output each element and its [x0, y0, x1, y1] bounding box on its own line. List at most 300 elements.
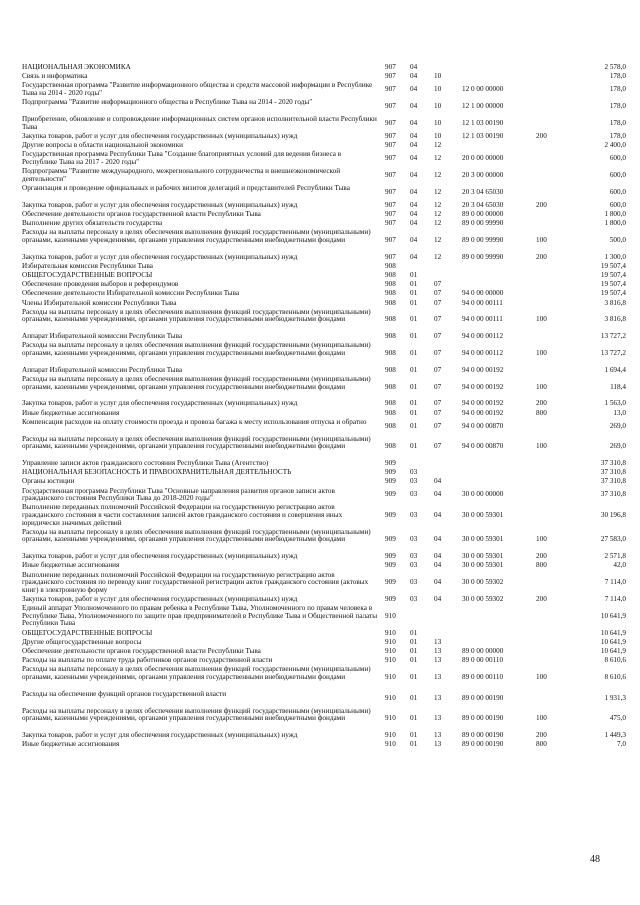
table-row: [0, 151, 640, 166]
cell-razd: 04: [410, 131, 418, 140]
cell-sum: 13 727,2: [600, 332, 626, 341]
cell-podr: 07: [434, 365, 442, 374]
cell-csr: 89 0 00 00000: [462, 647, 504, 655]
cell-name: Избирательная комиссия Республики Тыва: [22, 261, 153, 270]
cell-vr: 200: [536, 131, 547, 140]
cell-podr: 13: [434, 672, 442, 681]
cell-sum: 19 507,4: [600, 261, 626, 270]
cell-razd: 04: [410, 170, 418, 179]
cell-vedom: 910: [385, 731, 396, 739]
cell-razd: 03: [410, 477, 418, 486]
cell-sum: 1 563,0: [604, 399, 626, 408]
cell-razd: 01: [410, 656, 418, 665]
cell-sum: 2 578,0: [604, 63, 626, 71]
cell-podr: 12: [434, 170, 442, 179]
cell-name: Выполнение переданных полномочий Российской Федерации на государственную регистрацию актов гражданского состояния по переводу книг государственной регистрации актов гражданского состояния (актовых книг) в электронную форму: [22, 570, 369, 594]
cell-vr: 800: [536, 740, 547, 749]
cell-vr: 200: [536, 731, 547, 739]
table-row: [0, 300, 640, 308]
cell-csr: 94 0 00 00111: [462, 315, 503, 324]
cell-vedom: 907: [385, 85, 396, 94]
table-row: [0, 553, 640, 561]
cell-sum: 42,0: [613, 561, 626, 570]
cell-sum: 118,4: [610, 382, 626, 391]
cell-sum: 1 800,0: [604, 219, 626, 227]
cell-vr: 100: [536, 672, 547, 681]
cell-csr: 12 1 03 00190: [462, 118, 504, 127]
cell-name: Подпрограмма "Развитие информационного общества в Республике Тыва на 2014 - 2020 годы": [22, 98, 313, 107]
table-row: [0, 469, 640, 477]
cell-vedom: 907: [385, 209, 396, 218]
cell-sum: 178,0: [609, 118, 626, 127]
table-row: [0, 333, 640, 341]
cell-vedom: 907: [385, 235, 396, 244]
cell-sum: 600,0: [609, 153, 626, 162]
cell-sum: 19 507,4: [600, 271, 626, 279]
cell-name: Закупка товаров, работ и услуг для обеспечения государственных (муниципальных) нужд: [22, 200, 298, 209]
cell-sum: 178,0: [609, 72, 626, 81]
cell-razd: 01: [410, 332, 418, 341]
cell-sum: 178,0: [609, 85, 626, 94]
cell-csr: 94 0 00 00870: [462, 442, 504, 451]
cell-name: Обеспечение деятельности Избирательной комиссии Республики Тыва: [22, 289, 240, 298]
cell-podr: 12: [434, 141, 442, 149]
cell-sum: 10 641,9: [600, 611, 626, 620]
cell-razd: 03: [410, 490, 418, 499]
cell-name: Закупка товаров, работ и услуг для обеспечения государственных (муниципальных) нужд: [22, 731, 298, 739]
cell-name: Расходы на выплаты персоналу в целях обеспечения выполнения функций государственными (муниципальными) органами, казенными учреждениями, органами управления государственными внебюджетными фондами: [22, 307, 371, 324]
cell-sum: 37 310,8: [600, 477, 626, 486]
cell-razd: 01: [410, 442, 418, 451]
cell-name: Закупка товаров, работ и услуг для обеспечения государственных (муниципальных) нужд: [22, 131, 298, 140]
table-row: [0, 410, 640, 418]
cell-csr: 30 0 00 59301: [462, 535, 504, 544]
cell-razd: 04: [410, 141, 418, 149]
cell-name: Другие общегосударственные вопросы: [22, 637, 142, 646]
cell-csr: 30 0 00 00000: [462, 490, 504, 499]
cell-razd: 04: [410, 153, 418, 162]
cell-razd: 03: [410, 510, 418, 519]
cell-name: Государственная программа Республики Тыва "Создание благоприятных условий для ведения бизнеса в Республике Тыва на 2017 - 2020 годы": [22, 150, 342, 166]
cell-vedom: 909: [385, 510, 396, 519]
cell-vr: 100: [536, 382, 547, 391]
cell-name: Обеспечение деятельности органов государственной власти Республики Тыва: [22, 647, 261, 655]
cell-podr: 07: [434, 382, 442, 391]
cell-razd: 04: [410, 200, 418, 209]
cell-vedom: 908: [385, 315, 396, 324]
cell-vedom: 909: [385, 578, 396, 587]
cell-vedom: 909: [385, 459, 396, 467]
table-row: [0, 99, 640, 114]
cell-vr: 200: [536, 252, 547, 261]
table-row: [0, 596, 640, 604]
cell-vedom: 908: [385, 421, 396, 430]
table-row: [0, 478, 640, 486]
cell-vedom: 907: [385, 200, 396, 209]
table-row: [0, 211, 640, 219]
table-row: [0, 116, 640, 131]
cell-csr: 94 0 00 00192: [462, 399, 504, 408]
cell-vedom: 910: [385, 672, 396, 681]
cell-podr: 07: [434, 348, 442, 357]
table-row: [0, 708, 640, 731]
cell-sum: 3 816,8: [604, 298, 626, 307]
cell-vedom: 908: [385, 298, 396, 307]
cell-name: Иные бюджетные ассигнования: [22, 561, 120, 570]
cell-vedom: 908: [385, 399, 396, 408]
cell-razd: 03: [410, 561, 418, 570]
cell-sum: 10 641,9: [600, 628, 626, 637]
cell-sum: 1 449,3: [604, 731, 626, 739]
table-row: [0, 229, 640, 252]
cell-name: ОБЩЕГОСУДАРСТВЕННЫЕ ВОПРОСЫ: [22, 628, 153, 637]
cell-podr: 04: [434, 510, 442, 519]
cell-podr: 07: [434, 298, 442, 307]
cell-vr: 100: [536, 348, 547, 357]
cell-name: Расходы на выплаты персоналу в целях обеспечения выполнения функций государственными (муниципальными) органами, казенными учреждениями, органами управления государственными внебюджетными фондами: [22, 527, 371, 544]
cell-name: Закупка товаров, работ и услуг для обеспечения государственных (муниципальных) нужд: [22, 252, 298, 261]
cell-podr: 04: [434, 561, 442, 570]
cell-vedom: 908: [385, 261, 396, 270]
cell-podr: 04: [434, 535, 442, 544]
cell-razd: 03: [410, 578, 418, 587]
table-row: [0, 281, 640, 289]
cell-name: Аппарат Избирательной комиссии Республики Тыва: [22, 332, 183, 341]
cell-vedom: 907: [385, 118, 396, 127]
cell-vedom: 908: [385, 289, 396, 298]
cell-name: Государственная программа Республики Тыва "Основные направления развития органов записи актов гражданского состояния Республики Тыва до 2018-2020 годы": [22, 486, 335, 503]
cell-sum: 7 114,0: [604, 578, 626, 587]
cell-podr: 13: [434, 637, 442, 646]
table-row: [0, 73, 640, 81]
cell-name: НАЦИОНАЛЬНАЯ ЭКОНОМИКА: [22, 63, 131, 71]
cell-vedom: 907: [385, 72, 396, 81]
cell-podr: 12: [434, 209, 442, 218]
cell-vr: 800: [536, 561, 547, 570]
cell-csr: 94 0 00 00111: [462, 298, 503, 307]
cell-name: Управление записи актов гражданского состояния Республики Тыва (Агентство): [22, 459, 269, 467]
cell-sum: 7,0: [617, 740, 626, 749]
cell-name: Обеспечение деятельности органов государственной власти Республики Тыва: [22, 209, 261, 218]
cell-razd: 04: [410, 63, 418, 71]
cell-csr: 89 0 00 00000: [462, 209, 504, 218]
cell-razd: 01: [410, 365, 418, 374]
cell-vedom: 910: [385, 714, 396, 723]
table-row: [0, 460, 640, 468]
cell-name: Расходы на выплаты персоналу в целях обеспечения выполнения функций государственными (муниципальными) органами, казенными учреждениями, органами управления государственными внебюджетными фондами: [22, 341, 371, 357]
cell-csr: 94 0 00 00000: [462, 289, 504, 298]
cell-vedom: 910: [385, 656, 396, 665]
cell-csr: 94 0 00 00112: [462, 332, 504, 341]
cell-name: Закупка товаров, работ и услуг для обеспечения государственных (муниципальных) нужд: [22, 399, 298, 408]
cell-csr: 94 0 00 00192: [462, 408, 504, 417]
table-row: [0, 342, 640, 365]
cell-name: Выполнение переданных полномочий Российской Федерации на государственную регистрацию актов гражданского состояния в части составления записей актов гражданского состояния и совершения иных юридически значимых действий: [22, 503, 343, 527]
cell-csr: 94 0 00 00192: [462, 382, 504, 391]
cell-vedom: 907: [385, 187, 396, 196]
cell-podr: 10: [434, 101, 442, 110]
table-row: [0, 202, 640, 210]
cell-podr: 07: [434, 421, 442, 430]
cell-razd: 01: [410, 408, 418, 417]
cell-podr: 13: [434, 731, 442, 739]
cell-sum: 1 694,4: [604, 365, 626, 374]
cell-name: Другие вопросы в области национальной экономики: [22, 141, 183, 149]
cell-podr: 12: [434, 252, 442, 261]
cell-sum: 500,0: [609, 235, 626, 244]
table-row: [0, 142, 640, 150]
cell-razd: 01: [410, 731, 418, 739]
cell-name: Единый аппарат Уполномоченного по правам ребенка в Республике Тыва, Уполномоченного по правам человека в Республике Тыва, Уполномоченного по защите прав предпринимателей в Республике Тыва и Общественной палаты Республики Тыва: [22, 604, 378, 628]
cell-razd: 01: [410, 421, 418, 430]
cell-vedom: 908: [385, 271, 396, 279]
cell-vedom: 907: [385, 131, 396, 140]
table-row: [0, 504, 640, 527]
cell-podr: 04: [434, 477, 442, 486]
table-row: [0, 732, 640, 740]
cell-csr: 12 1 00 00000: [462, 101, 504, 110]
cell-csr: 20 3 04 65030: [462, 200, 504, 209]
table-row: [0, 82, 640, 97]
cell-podr: 10: [434, 72, 442, 81]
table-row: [0, 436, 640, 459]
cell-vedom: 907: [385, 252, 396, 261]
cell-vedom: 910: [385, 647, 396, 655]
cell-razd: 04: [410, 219, 418, 227]
table-row: [0, 691, 640, 706]
cell-podr: 07: [434, 442, 442, 451]
cell-podr: 04: [434, 552, 442, 561]
cell-name: Аппарат Избирательной комиссии Республики Тыва: [22, 365, 183, 374]
cell-name: Иные бюджетные ассигнования: [22, 408, 120, 417]
cell-csr: 12 0 00 00000: [462, 85, 504, 94]
cell-sum: 2 400,0: [604, 141, 626, 149]
cell-razd: 04: [410, 252, 418, 261]
cell-sum: 1 931,3: [604, 693, 626, 702]
cell-csr: 89 0 00 99990: [462, 235, 504, 244]
cell-razd: 04: [410, 72, 418, 81]
cell-vedom: 907: [385, 141, 396, 149]
cell-sum: 37 310,8: [600, 490, 626, 499]
cell-csr: 89 0 00 00110: [462, 672, 504, 681]
cell-razd: 01: [410, 289, 418, 298]
cell-vedom: 908: [385, 365, 396, 374]
cell-vedom: 908: [385, 280, 396, 289]
cell-vedom: 907: [385, 219, 396, 227]
cell-podr: 04: [434, 490, 442, 499]
cell-vedom: 907: [385, 153, 396, 162]
cell-vr: 100: [536, 442, 547, 451]
table-row: [0, 529, 640, 552]
cell-sum: 37 310,8: [600, 468, 626, 477]
cell-podr: 12: [434, 187, 442, 196]
cell-sum: 475,0: [609, 714, 626, 723]
cell-podr: 07: [434, 315, 442, 324]
cell-vr: 200: [536, 552, 547, 561]
cell-name: Закупка товаров, работ и услуг для обеспечения государственных (муниципальных) нужд: [22, 552, 298, 561]
cell-vedom: 910: [385, 628, 396, 637]
cell-csr: 89 0 00 00190: [462, 714, 504, 723]
cell-podr: 10: [434, 118, 442, 127]
cell-podr: 12: [434, 200, 442, 209]
cell-name: Органы юстиции: [22, 477, 75, 486]
cell-vr: 100: [536, 535, 547, 544]
cell-sum: 269,0: [609, 421, 626, 430]
cell-podr: 07: [434, 280, 442, 289]
cell-csr: 20 0 00 00000: [462, 153, 504, 162]
table-row: [0, 272, 640, 280]
cell-sum: 2 571,8: [604, 552, 626, 561]
cell-vedom: 908: [385, 408, 396, 417]
cell-name: Расходы на выплаты персоналу в целях обеспечения выполнения функций государственными (муниципальными) органами, казенными учреждениями, органами управления государственными внебюджетными фондами: [22, 665, 371, 681]
cell-csr: 30 0 00 59302: [462, 578, 504, 587]
cell-vedom: 907: [385, 101, 396, 110]
cell-razd: 04: [410, 235, 418, 244]
cell-razd: 01: [410, 315, 418, 324]
table-row: [0, 639, 640, 647]
cell-name: Компенсация расходов на оплату стоимости проезда и провоза багажа к месту использования отпуска и обратно: [22, 417, 367, 426]
cell-razd: 01: [410, 647, 418, 655]
table-row: [0, 168, 640, 183]
cell-sum: 600,0: [609, 187, 626, 196]
cell-razd: 01: [410, 628, 418, 637]
cell-razd: 01: [410, 399, 418, 408]
cell-name: Государственная программа "Развитие информационного общества и средств массовой информации в Республике Тыва на 2014 - 2020 годы": [22, 81, 373, 97]
cell-name: Связь и информатика: [22, 72, 88, 81]
cell-podr: 12: [434, 235, 442, 244]
cell-csr: 89 0 00 99990: [462, 219, 504, 227]
table-row: [0, 741, 640, 749]
cell-podr: 13: [434, 656, 442, 665]
cell-sum: 27 583,0: [600, 535, 626, 544]
cell-sum: 1 800,0: [604, 209, 626, 218]
table-row: [0, 185, 640, 200]
cell-vedom: 907: [385, 63, 396, 71]
cell-sum: 8 610,6: [604, 656, 626, 665]
cell-csr: 94 0 00 00870: [462, 421, 504, 430]
cell-razd: 01: [410, 382, 418, 391]
cell-sum: 37 310,8: [600, 459, 626, 467]
cell-vedom: 909: [385, 477, 396, 486]
cell-podr: 13: [434, 714, 442, 723]
cell-csr: 89 0 00 00190: [462, 693, 504, 702]
cell-sum: 8 610,6: [604, 672, 626, 681]
cell-name: Приобретение, обновление и сопровождение информационных систем органов исполнительной власти Республики Тыва: [22, 115, 377, 131]
cell-vr: 200: [536, 399, 547, 408]
cell-razd: 01: [410, 740, 418, 749]
table-row: [0, 648, 640, 656]
cell-vedom: 907: [385, 170, 396, 179]
cell-name: Организация и проведение официальных и рабочих визитов делегаций и представителей Республики Тыва: [22, 183, 350, 192]
cell-podr: 04: [434, 578, 442, 587]
table-row: [0, 376, 640, 399]
cell-sum: 178,0: [609, 101, 626, 110]
cell-sum: 30 196,8: [600, 510, 626, 519]
cell-vr: 100: [536, 315, 547, 324]
cell-name: Расходы на выплаты персоналу в целях обеспечения выполнения функций государственными (муниципальными) органами, казенными учреждениями, органами управления государственными внебюджетными фондами: [22, 434, 371, 451]
table-row: [0, 220, 640, 228]
cell-podr: 10: [434, 85, 442, 94]
cell-podr: 13: [434, 740, 442, 749]
cell-razd: 03: [410, 595, 418, 603]
cell-name: Иные бюджетные ассигнования: [22, 740, 120, 749]
cell-sum: 10 641,9: [600, 637, 626, 646]
cell-name: ОБЩЕГОСУДАРСТВЕННЫЕ ВОПРОСЫ: [22, 271, 153, 279]
cell-vr: 800: [536, 408, 547, 417]
cell-csr: 30 0 00 59301: [462, 561, 504, 570]
cell-vedom: 908: [385, 348, 396, 357]
cell-podr: 12: [434, 219, 442, 227]
table-row: [0, 419, 640, 434]
table-row: [0, 400, 640, 408]
table-row: [0, 133, 640, 141]
table-row: [0, 657, 640, 665]
cell-vedom: 909: [385, 490, 396, 499]
cell-razd: 01: [410, 672, 418, 681]
table-row: [0, 64, 640, 72]
cell-podr: 12: [434, 153, 442, 162]
cell-csr: 20 3 00 00000: [462, 170, 504, 179]
table-row: [0, 290, 640, 298]
cell-podr: 07: [434, 408, 442, 417]
cell-razd: 01: [410, 280, 418, 289]
cell-sum: 3 816,8: [604, 315, 626, 324]
cell-razd: 04: [410, 209, 418, 218]
cell-vedom: 909: [385, 552, 396, 561]
cell-name: Выполнение других обязательств государства: [22, 219, 163, 227]
cell-csr: 30 0 00 59302: [462, 595, 504, 603]
cell-name: Расходы на выплаты по оплате труда работников органов государственной власти: [22, 656, 273, 665]
cell-vedom: 908: [385, 442, 396, 451]
cell-sum: 1 300,0: [604, 252, 626, 261]
cell-vedom: 910: [385, 740, 396, 749]
cell-vedom: 909: [385, 535, 396, 544]
cell-vr: 100: [536, 235, 547, 244]
cell-vr: 200: [536, 200, 547, 209]
cell-name: Подпрограмма "Развитие международного, межрегионального сотрудничества и внешнеэкономической деятельности": [22, 167, 341, 183]
cell-razd: 04: [410, 187, 418, 196]
table-row: [0, 605, 640, 628]
table-row: [0, 630, 640, 638]
cell-sum: 600,0: [609, 170, 626, 179]
cell-csr: 94 0 00 00192: [462, 365, 504, 374]
cell-csr: 12 1 03 00190: [462, 131, 504, 140]
table-row: [0, 562, 640, 570]
cell-vr: 200: [536, 595, 547, 603]
cell-name: Расходы на выплаты персоналу в целях обеспечения выполнения функций государственными (муниципальными) органами, казенными учреждениями, органами управления государственными внебюджетными фондами: [22, 375, 371, 391]
cell-razd: 01: [410, 693, 418, 702]
table-row: [0, 254, 640, 262]
cell-csr: 20 3 04 65030: [462, 187, 504, 196]
cell-podr: 10: [434, 131, 442, 140]
cell-razd: 01: [410, 348, 418, 357]
cell-razd: 04: [410, 101, 418, 110]
table-row: [0, 572, 640, 595]
cell-podr: 07: [434, 399, 442, 408]
cell-razd: 01: [410, 271, 418, 279]
cell-vedom: 910: [385, 637, 396, 646]
cell-sum: 13,0: [613, 408, 626, 417]
cell-csr: 30 0 00 59301: [462, 552, 504, 561]
cell-csr: 89 0 00 00110: [462, 656, 504, 665]
cell-name: Расходы на выплаты персоналу в целях обеспечения выполнения функций государственными (муниципальными) органами, казенными учреждениями, органами управления государственными внебюджетными фондами: [22, 228, 371, 244]
cell-name: Расходы на выплаты персоналу в целях обеспечения выполнения функций государственными (муниципальными) органами, казенными учреждениями, органами управления государственными внебюджетными фондами: [22, 706, 371, 723]
table-row: [0, 367, 640, 375]
cell-vedom: 910: [385, 693, 396, 702]
cell-csr: 89 0 00 00190: [462, 740, 504, 749]
cell-csr: 89 0 00 99990: [462, 252, 504, 261]
cell-name: Расходы на обеспечение функций органов государственной власти: [22, 689, 227, 698]
